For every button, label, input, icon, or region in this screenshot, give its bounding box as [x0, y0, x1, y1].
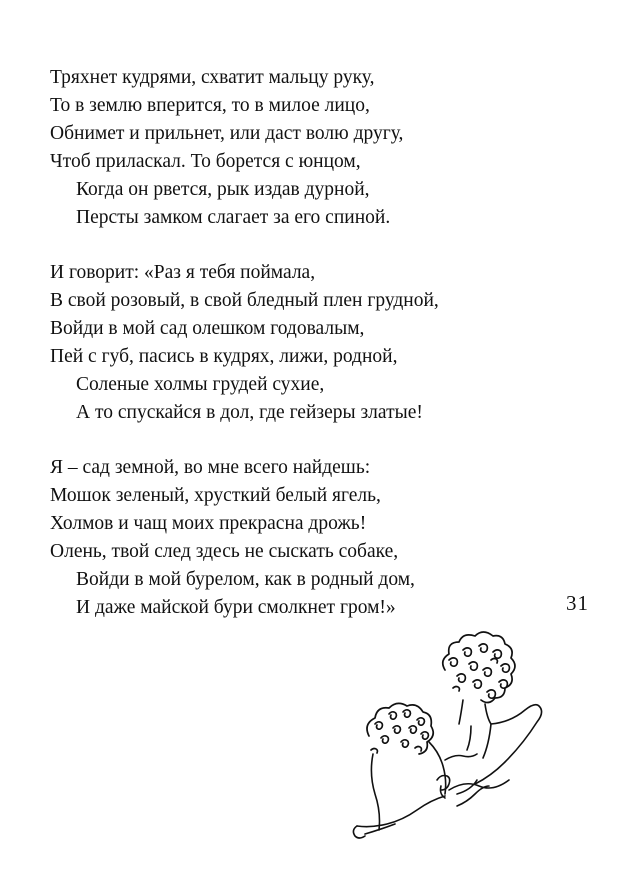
poem-line: То в землю вперится, то в милое лицо,	[50, 95, 370, 116]
poem-line: Пей с губ, пасись в кудрях, лижи, родной,	[50, 346, 398, 367]
poem-line: И даже майской бури смолкнет гром!»	[76, 597, 396, 618]
poem-line: Войди в мой бурелом, как в родный дом,	[76, 569, 415, 590]
poem-line: Обнимет и прильнет, или даст волю другу,	[50, 123, 404, 144]
stanza-1	[50, 64, 570, 232]
poem-line: Олень, твой след здесь не сыскать собаке,	[50, 541, 399, 562]
poem-line: Холмов и чащ моих прекрасна дрожь!	[50, 513, 367, 534]
curly-hair-left	[367, 703, 433, 754]
embracing-couple-drawing-icon	[345, 630, 565, 845]
stanza-3	[50, 454, 570, 622]
curly-hair-right	[443, 632, 515, 703]
poem-line: Войди в мой сад олешком годовалым,	[50, 318, 365, 339]
poem-line: Тряхнет кудрями, схватит мальцу руку,	[50, 67, 375, 88]
poem-line: А то спускайся в дол, где гейзеры златые!	[76, 402, 423, 423]
stanza-2	[50, 259, 570, 427]
poem-line: В свой розовый, в свой бледный плен грудной,	[50, 290, 439, 311]
poem-line: Соленые холмы грудей сухие,	[76, 374, 325, 395]
poem-line: Персты замком слагает за его спиной.	[76, 207, 391, 228]
poem	[50, 64, 570, 649]
poem-line: Когда он рвется, рык издав дурной,	[76, 179, 370, 200]
poem-line: Мошок зеленый, хрусткий белый ягель,	[50, 485, 381, 506]
page-number: 31	[566, 591, 589, 615]
poem-line: И говорит: «Раз я тебя поймала,	[50, 262, 316, 283]
poem-line: Чтоб приласкал. То борется с юнцом,	[50, 151, 361, 172]
poem-line: Я – сад земной, во мне всего найдешь:	[50, 457, 371, 478]
